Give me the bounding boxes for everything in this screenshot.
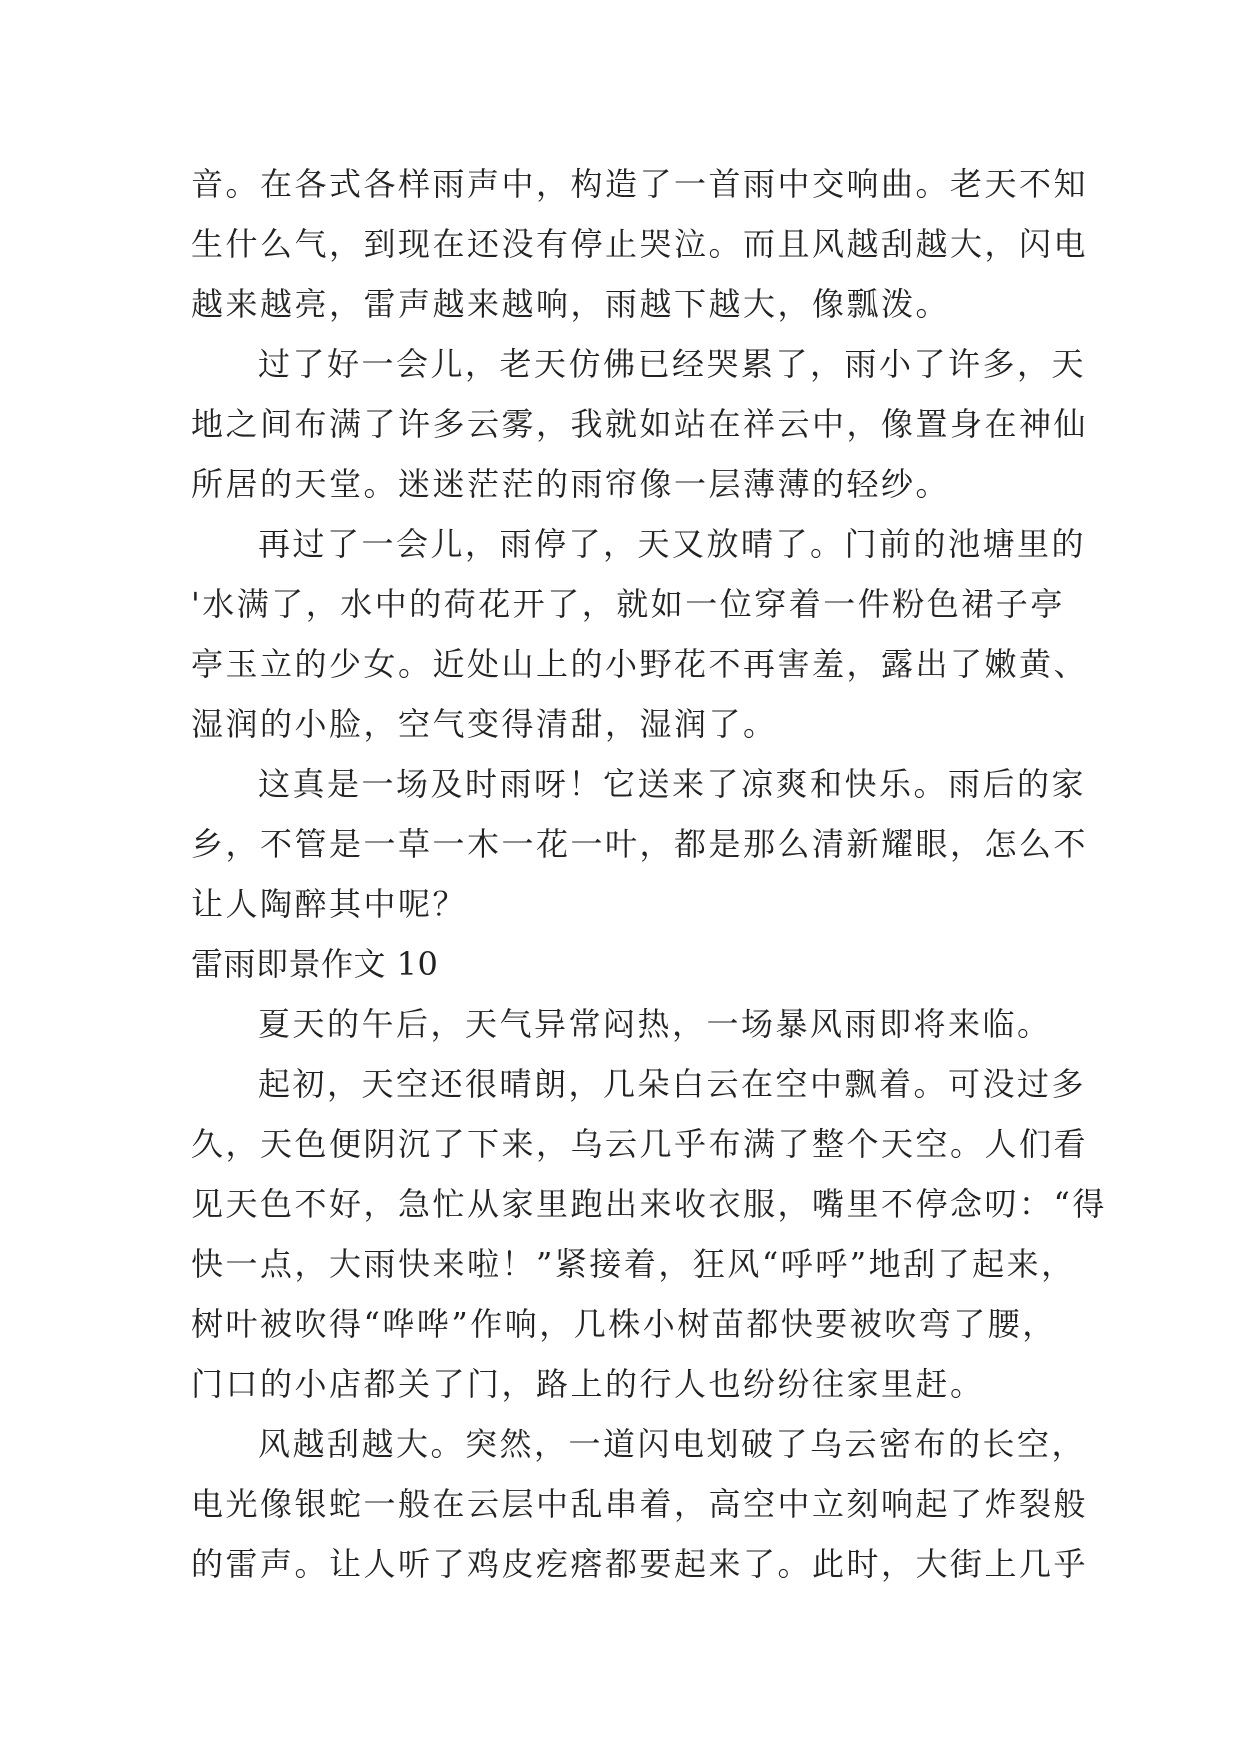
paragraph-first-line: 起初，天空还很晴朗，几朵白云在空中飘着。可没过多 <box>258 1065 1087 1103</box>
text-line: 的雷声。让人听了鸡皮疙瘩都要起来了。此时，大街上几乎 <box>191 1545 1089 1583</box>
text-line: 所居的天堂。迷迷茫茫的雨帘像一层薄薄的轻纱。 <box>191 465 951 503</box>
text-line: 地之间布满了许多云雾，我就如站在祥云中，像置身在神仙 <box>191 405 1089 443</box>
section-heading: 雷雨即景作文 10 <box>191 945 439 983</box>
text-line: 音。在各式各样雨声中，构造了一首雨中交响曲。老天不知 <box>191 165 1089 203</box>
text-line: 让人陶醉其中呢？ <box>191 885 468 923</box>
text-line: 乡，不管是一草一木一花一叶，都是那么清新耀眼，怎么不 <box>191 825 1089 863</box>
paragraph-first-line: 这真是一场及时雨呀！它送来了凉爽和快乐。雨后的家 <box>258 765 1087 803</box>
text-line: 树叶被吹得“哗哗”作响，几株小树苗都快要被吹弯了腰， <box>191 1305 1057 1343</box>
paragraph-first-line: 夏天的午后，天气异常闷热，一场暴风雨即将来临。 <box>258 1005 1052 1043</box>
text-line: 越来越亮，雷声越来越响，雨越下越大，像瓢泼。 <box>191 285 951 323</box>
text-line: 湿润的小脸，空气变得清甜，湿润了。 <box>191 705 778 743</box>
paragraph-first-line: 再过了一会儿，雨停了，天又放晴了。门前的池塘里的 <box>258 525 1087 563</box>
text-line: 电光像银蛇一般在云层中乱串着，高空中立刻响起了炸裂般 <box>191 1485 1089 1523</box>
text-line: 见天色不好，急忙从家里跑出来收衣服，嘴里不停念叨：“得 <box>191 1185 1107 1223</box>
paragraph-first-line: 风越刮越大。突然，一道闪电划破了乌云密布的长空， <box>258 1425 1087 1463</box>
paragraph-first-line: 过了好一会儿，老天仿佛已经哭累了，雨小了许多，天 <box>258 345 1087 383</box>
text-line: 亭玉立的少女。近处山上的小野花不再害羞，露出了嫩黄、 <box>191 645 1089 683</box>
text-line: 久，天色便阴沉了下来，乌云几乎布满了整个天空。人们看 <box>191 1125 1089 1163</box>
text-line: 快一点，大雨快来啦！”紧接着，狂风“呼呼”地刮了起来， <box>191 1245 1076 1283</box>
text-line: '水满了，水中的荷花开了，就如一位穿着一件粉色裙子亭 <box>191 585 1065 623</box>
text-line: 门口的小店都关了门，路上的行人也纷纷往家里赶。 <box>191 1365 985 1403</box>
document-page <box>191 154 1107 1594</box>
text-line: 生什么气，到现在还没有停止哭泣。而且风越刮越大，闪电 <box>191 225 1089 263</box>
